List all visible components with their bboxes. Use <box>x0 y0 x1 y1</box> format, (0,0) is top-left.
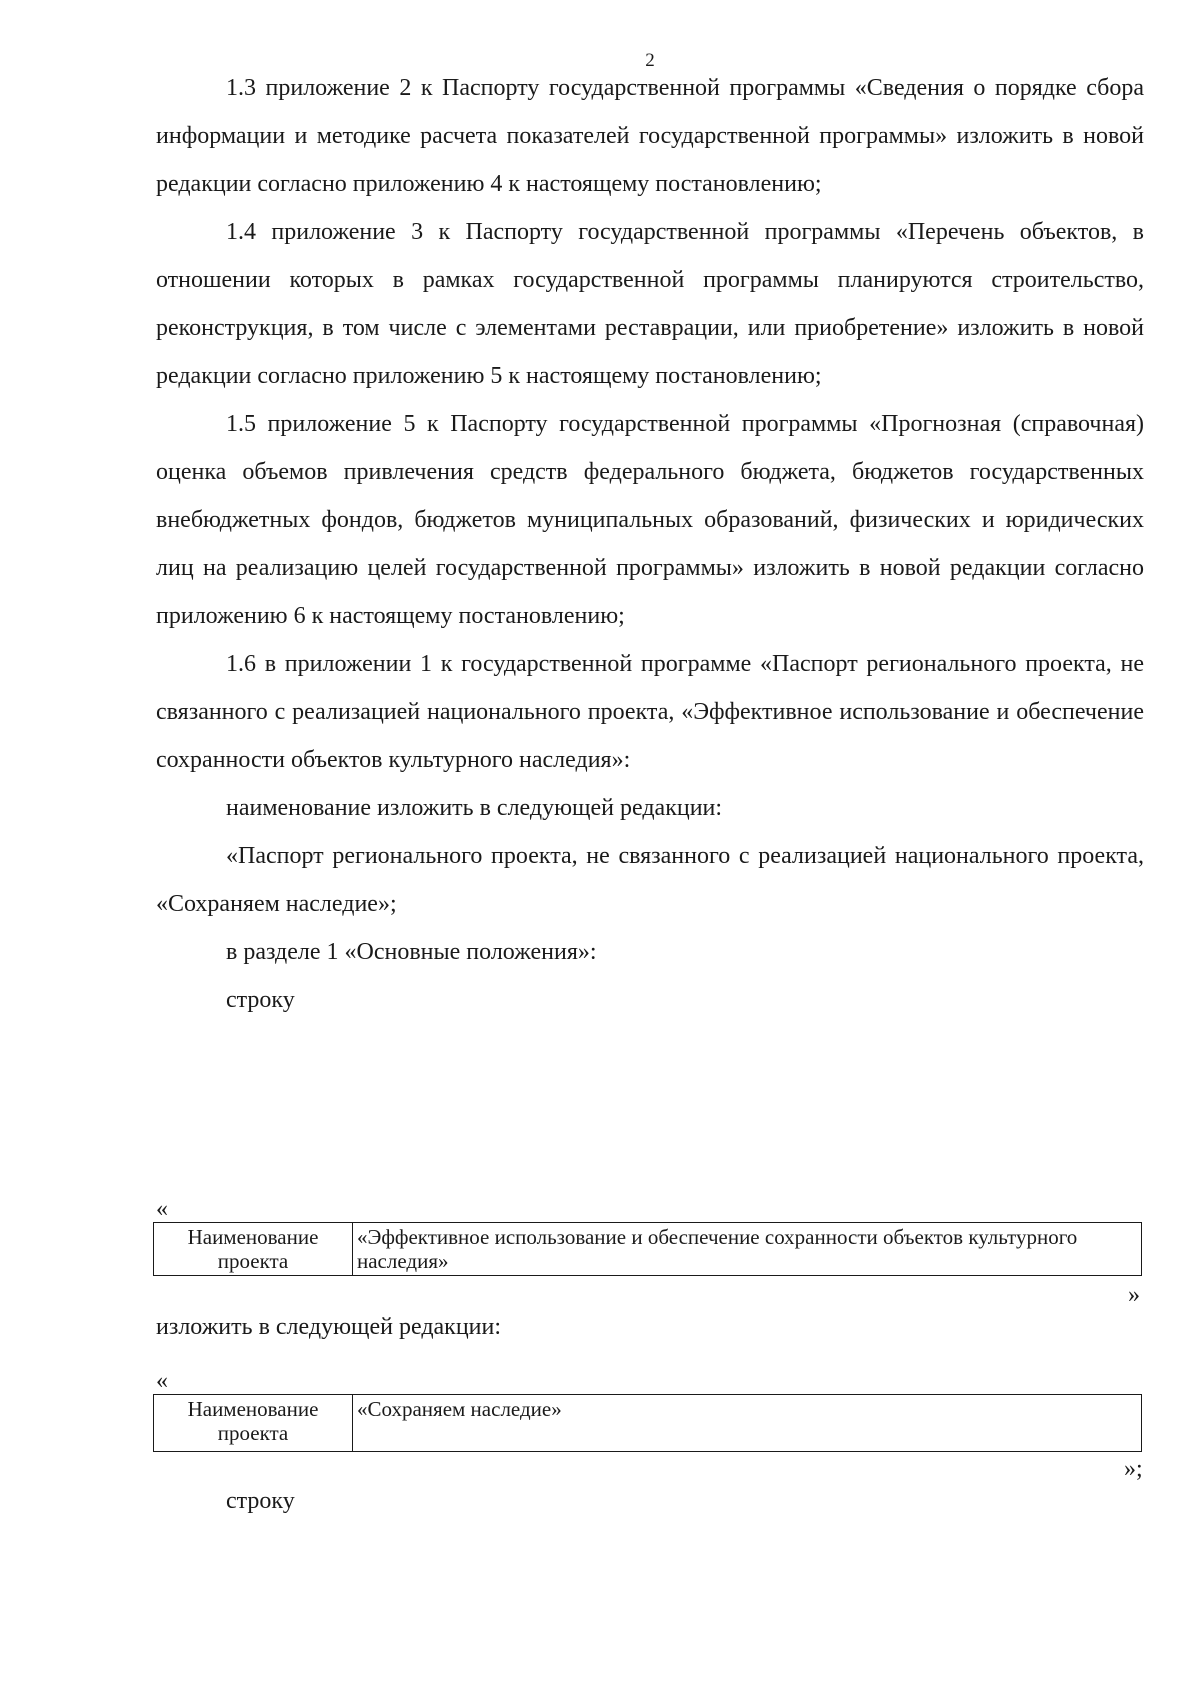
section-1-heading: в разделе 1 «Основные положения»: <box>226 939 597 965</box>
table-row <box>154 1395 1142 1452</box>
old-table-label: Наименование проекта <box>154 1223 353 1276</box>
old-project-table <box>153 1222 1142 1276</box>
old-table-open-quote: « <box>156 1196 168 1222</box>
document-body <box>156 64 1144 1024</box>
row-word-second: строку <box>226 1488 295 1514</box>
new-project-table <box>153 1394 1142 1452</box>
table-row <box>154 1223 1142 1276</box>
row-word-first: строку <box>226 987 295 1013</box>
new-project-name: «Паспорт регионального проекта, не связанного с реализацией национального проекта, «Сохраняем наследие»; <box>156 843 1144 917</box>
replace-instruction: изложить в следующей редакции: <box>156 1314 502 1340</box>
old-table-value: «Эффективное использование и обеспечение сохранности объектов культурного наследия» <box>353 1223 1142 1276</box>
new-table-value: «Сохраняем наследие» <box>353 1395 1142 1452</box>
paragraph-1-5: 1.5 приложение 5 к Паспорту государственной программы «Прогнозная (справочная) оценка объемов привлечения средств федерального бюджета, бюджетов государственных внебюджетных фондов, бюджетов муниципальных образований, физических и юридических лиц на реализацию целей государственной программы» изложить в новой редакции согласно приложению 6 к настоящему постановлению; <box>156 411 1144 629</box>
old-table-close-quote: » <box>1128 1282 1140 1308</box>
name-heading: наименование изложить в следующей редакции: <box>226 795 723 821</box>
paragraph-1-6: 1.6 в приложении 1 к государственной программе «Паспорт регионального проекта, не связанного с реализацией национального проекта, «Эффективное использование и обеспечение сохранности объектов культурного наследия»: <box>156 651 1144 773</box>
paragraph-1-3: 1.3 приложение 2 к Паспорту государственной программы «Сведения о порядке сбора информации и методике расчета показателей государственной программы» изложить в новой редакции согласно приложению 4 к настоящему постановлению; <box>156 75 1144 197</box>
page-number: 2 <box>645 50 655 71</box>
paragraph-1-4: 1.4 приложение 3 к Паспорту государственной программы «Перечень объектов, в отношении которых в рамках государственной программы планируются строительство, реконструкция, в том числе с элементами реставрации, или приобретение» изложить в новой редакции согласно приложению 5 к настоящему постановлению; <box>156 219 1144 389</box>
new-table-close-quote: »; <box>1124 1456 1143 1482</box>
new-table-label: Наименование проекта <box>154 1395 353 1452</box>
new-table-open-quote: « <box>156 1368 168 1394</box>
